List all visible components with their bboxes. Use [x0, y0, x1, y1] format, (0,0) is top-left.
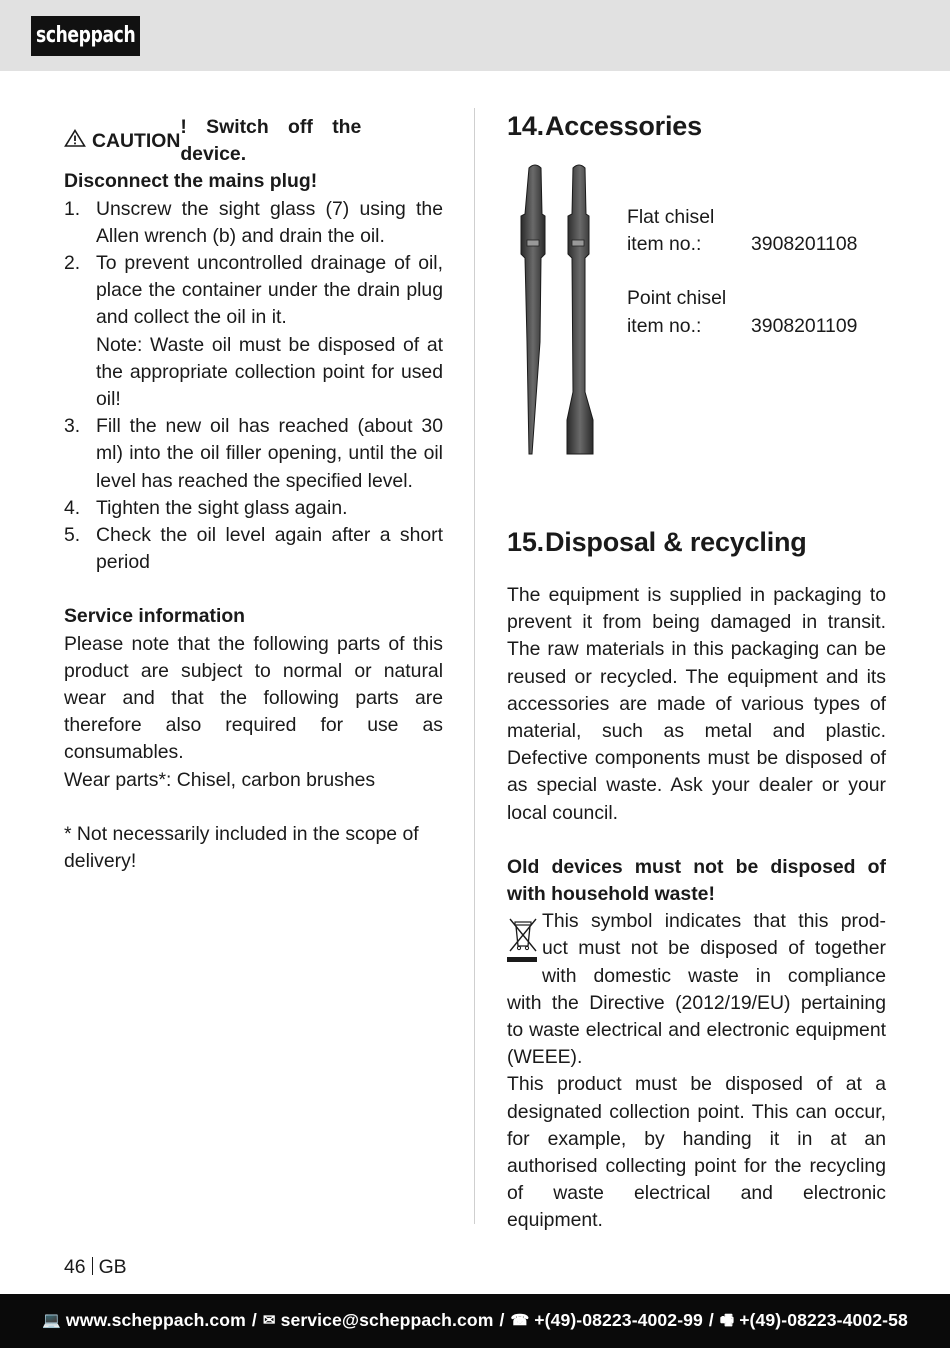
phone-number: +(49)-08223-4002-99 — [534, 1310, 703, 1331]
logo-text: scheppach — [35, 23, 136, 49]
accessory-row: item no.: 3908201109 — [627, 313, 857, 340]
accessory-name: Flat chisel — [627, 206, 715, 228]
accessories-area — [507, 144, 886, 484]
mail-icon: ✉ — [262, 1312, 276, 1330]
service-text: Please note that the following parts of this product are subject to normal or natural wear and that the following parts are therefore also required for use as consumables. — [64, 632, 443, 764]
fax-number: +(49)-08223-4002-58 — [739, 1310, 908, 1331]
page-number — [64, 1254, 127, 1281]
fax-icon: 🖷 — [719, 1312, 735, 1330]
list-item: 3. Fill the new oil has reached (about 30 ml) into the oil filler opening, until the oil level has reached the specified level. — [64, 415, 443, 492]
caution-line-1 — [64, 114, 443, 168]
accessory-row: item no.: 3908201108 — [627, 231, 857, 258]
caution-rest: ! Switch off the device. — [180, 116, 362, 166]
symbol-text-rest: with the Directive (2012/19/EU) pertaining to waste electrical and electronic equipment (WEEE). — [507, 991, 886, 1069]
service-title: Service information — [64, 605, 246, 628]
weee-block — [507, 908, 886, 1071]
symbol-text-lines — [507, 908, 886, 990]
left-column — [64, 114, 443, 875]
disposal-heading: 15.Disposal & recycling — [507, 527, 807, 557]
caution-line-2: Disconnect the mains plug! — [64, 170, 318, 193]
wear-parts: Wear parts*: Chisel, carbon brushes — [64, 768, 376, 791]
crossed-bin-icon — [507, 916, 539, 966]
list-item: 4. Tighten the sight glass again. — [64, 496, 348, 519]
caution-word: CAUTION — [92, 129, 181, 152]
page-lang: GB — [98, 1256, 127, 1278]
list-item: 1. Unscrew the sight glass (7) using the Allen wrench (b) and drain the oil. — [64, 197, 443, 247]
scheppach-logo — [31, 16, 140, 56]
accessory-name: Point chisel — [627, 287, 727, 310]
contact-bar: 💻 www.scheppach.com / ✉ service@scheppach.com / ☎ +(49)-08223-4002-99 / 🖷 +(49)-08223-4002-58 — [0, 1294, 950, 1348]
item-number: 3908201109 — [751, 314, 858, 337]
column-divider — [474, 108, 475, 1224]
page-num: 46 — [64, 1256, 86, 1278]
accessories-list — [627, 204, 857, 340]
item-number: 3908201108 — [751, 233, 858, 256]
symbol-line: uct must not be disposed of together — [542, 937, 886, 960]
oil-change-steps — [64, 196, 443, 577]
accessories-heading: 14.Accessories — [507, 111, 702, 141]
old-devices-warning: Old devices must not be disposed of with household waste! — [507, 855, 886, 906]
chisel-image — [515, 162, 605, 462]
disposal-para-3: This product must be disposed of at a designated collection point. This can occur, for example, by handing it in at an authorised collecting point for the recycling of waste electrical and electronic equipment. — [507, 1073, 886, 1232]
footnote: * Not necessarily included in the scope of delivery! — [64, 822, 419, 873]
list-item-note: Note: Waste oil must be disposed of at the appropriate collection point for used oil! — [96, 333, 443, 411]
list-item: 5. Check the oil level again after a short period — [64, 524, 443, 574]
warning-triangle-icon — [64, 128, 86, 155]
email-link[interactable]: service@scheppach.com — [280, 1310, 494, 1331]
symbol-line: with domestic waste in compliance — [542, 964, 886, 987]
list-item: 2. To prevent uncontrolled drainage of oil, place the container under the drain plug and collect the oil in it. — [64, 252, 443, 329]
page-header — [0, 0, 950, 71]
symbol-line: This symbol indicates that this prod- — [542, 910, 886, 933]
phone-icon: ☎ — [510, 1312, 530, 1330]
right-column — [507, 108, 886, 1235]
website-link[interactable]: www.scheppach.com — [65, 1310, 246, 1331]
disposal-para-1: The equipment is supplied in packaging to prevent it from being damaged in transit. The raw materials in this packaging can be reused or recycled. The equipment and its accessories are made of various types of material, such as metal and plastic. Defective components must be disposed of as special waste. Ask your dealer or your local council. — [507, 584, 886, 824]
computer-icon: 💻 — [42, 1312, 61, 1330]
